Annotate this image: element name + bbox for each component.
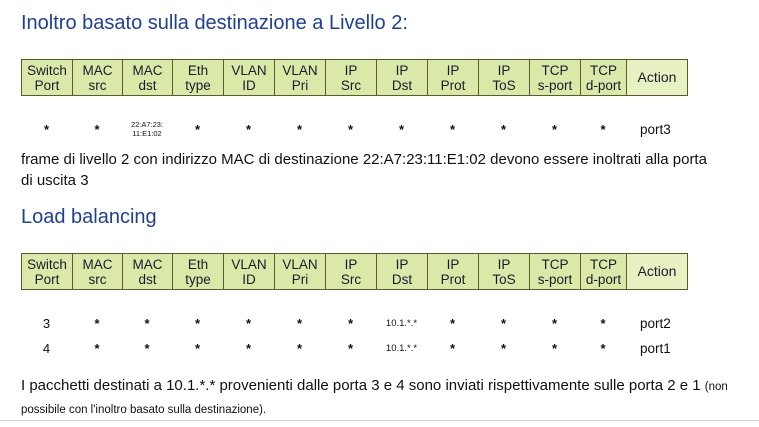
header-line2: type [185, 271, 211, 287]
cell-vlan-id: * [245, 121, 252, 137]
header-line1: IP [446, 62, 460, 78]
header-line1: MAC [132, 256, 163, 272]
table1-header-tcp-d-port [581, 60, 627, 95]
cell-mac-dst: * [144, 340, 150, 356]
header-line1: IP [395, 62, 409, 78]
table1-header-mac-src [73, 60, 123, 95]
table2-header-ip-tos [479, 254, 530, 289]
header-line2: Port [34, 271, 60, 287]
header-line1: MAC [132, 62, 163, 78]
header-line2: src [88, 271, 107, 287]
table-row [21, 315, 700, 331]
header-line1: IP [446, 256, 460, 272]
header-line2: d-port [585, 77, 622, 93]
header-line2: ToS [492, 77, 516, 93]
header-line1: Eth [187, 62, 209, 78]
cell-vlan-pri: * [296, 315, 303, 331]
table-row [21, 340, 700, 356]
header-line2: dst [138, 271, 157, 287]
table2-header-tcp-s-port [530, 254, 581, 289]
cell-ip-dst: * [398, 121, 405, 137]
header-line2: d-port [585, 271, 622, 287]
table1-header-vlan-id [224, 60, 275, 95]
header-line1: IP [395, 256, 409, 272]
cell-switch-port: 3 [42, 315, 51, 331]
cell-vlan-id: * [245, 340, 252, 356]
cell-ip-src: * [347, 340, 354, 356]
table1-header-ip-src [326, 60, 377, 95]
header-line1: IP [497, 256, 511, 272]
section1-description: frame di livello 2 con indirizzo MAC di destinazione 22:A7:23:11:E1:02 devono essere inoltrati alla porta di uscita 3 [21, 151, 707, 189]
cell-tcp-dport: * [600, 121, 606, 137]
table2-header-ip-src [326, 254, 377, 289]
header-line1: Action [637, 263, 677, 279]
header-line1: IP [344, 256, 358, 272]
header-line1: TCP [590, 256, 617, 272]
cell-action: port3 [640, 121, 671, 137]
cell-ip-prot: * [449, 315, 456, 331]
cell-mac-src: * [94, 121, 100, 137]
header-line1: VLAN [231, 62, 267, 78]
cell-tcp-dport: * [600, 315, 606, 331]
cell-eth-type: * [194, 121, 201, 137]
table2-header-vlan-id [224, 254, 275, 289]
table1-header-eth-type [173, 60, 224, 95]
cell-ip-dst: 10.1.*.* [385, 317, 418, 329]
table-row [21, 121, 700, 137]
table2-header-action [627, 254, 687, 289]
table1-header-ip-dst [377, 60, 428, 95]
cell-action: port1 [640, 340, 671, 356]
header-line2: s-port [537, 77, 573, 93]
mac-dst-part1: 22:A7:23: [130, 120, 164, 129]
header-line1: IP [497, 62, 511, 78]
header-line1: Switch [27, 62, 67, 78]
header-line2: Port [34, 77, 60, 93]
header-line2: type [185, 77, 211, 93]
cell-ip-dst: 10.1.*.* [385, 342, 418, 354]
header-line1: MAC [82, 62, 113, 78]
cell-ip-tos: * [500, 340, 507, 356]
header-line2: Dst [391, 77, 413, 93]
cell-vlan-pri: * [296, 340, 303, 356]
header-line1: TCP [590, 62, 617, 78]
flow-table-header-2 [21, 253, 688, 290]
section1-title: Inoltro basato sulla destinazione a Livello 2: [21, 12, 408, 34]
cell-eth-type: * [194, 340, 201, 356]
cell-tcp-dport: * [600, 340, 606, 356]
cell-switch-port: 4 [42, 340, 51, 356]
table2-header-tcp-d-port [581, 254, 627, 289]
cell-mac-src: * [94, 315, 100, 331]
header-line2: ID [242, 77, 256, 93]
cell-ip-src: * [347, 121, 354, 137]
cell-ip-tos: * [500, 121, 507, 137]
header-line1: Eth [187, 256, 209, 272]
table1-header-ip-tos [479, 60, 530, 95]
header-line2: dst [138, 77, 157, 93]
section2-description-note: (non possibile con l'inoltro basato sulla destinazione). [21, 381, 728, 416]
table2-header-mac-dst [123, 254, 173, 289]
header-line2: Pri [291, 77, 309, 93]
cell-mac-src: * [94, 340, 100, 356]
cell-switch-port: * [43, 121, 50, 137]
cell-ip-src: * [347, 315, 354, 331]
cell-tcp-sport: * [551, 121, 558, 137]
cell-eth-type: * [194, 315, 201, 331]
header-line1: TCP [541, 256, 569, 272]
section2-description [21, 375, 741, 421]
cell-tcp-sport: * [551, 315, 558, 331]
header-line1: VLAN [282, 256, 318, 272]
table1-header-ip-prot [428, 60, 479, 95]
header-line1: MAC [82, 256, 113, 272]
cell-action: port2 [640, 315, 671, 331]
cell-mac-dst: * [144, 315, 150, 331]
header-line2: Prot [440, 271, 466, 287]
header-line2: Src [340, 271, 362, 287]
header-line2: ID [242, 271, 256, 287]
cell-tcp-sport: * [551, 340, 558, 356]
header-line1: Switch [27, 256, 67, 272]
table1-header-vlan-pri [275, 60, 326, 95]
table2-header-ip-prot [428, 254, 479, 289]
header-line2: Prot [440, 77, 466, 93]
table2-header-ip-dst [377, 254, 428, 289]
header-line2: Dst [391, 271, 413, 287]
flow-table-header-1 [21, 59, 688, 96]
cell-vlan-id: * [245, 315, 252, 331]
table1-header-mac-dst [123, 60, 173, 95]
header-line1: VLAN [282, 62, 318, 78]
header-line1: IP [344, 62, 358, 78]
divider [0, 420, 759, 421]
header-line2: src [88, 77, 107, 93]
table1-header-switch-port [22, 60, 73, 95]
header-line2: Pri [291, 271, 309, 287]
cell-ip-prot: * [449, 121, 456, 137]
header-line2: ToS [492, 271, 516, 287]
header-line1: TCP [541, 62, 569, 78]
table2-header-switch-port [22, 254, 73, 289]
table2-header-mac-src [73, 254, 123, 289]
header-line2: Src [340, 77, 362, 93]
header-line1: VLAN [231, 256, 267, 272]
header-line2: s-port [537, 271, 573, 287]
table2-header-vlan-pri [275, 254, 326, 289]
cell-mac-dst [122, 121, 172, 137]
header-line1: Action [637, 69, 677, 85]
section2-title: Load balancing [21, 206, 157, 228]
table1-header-tcp-s-port [530, 60, 581, 95]
table1-header-action [627, 60, 687, 95]
cell-vlan-pri: * [296, 121, 303, 137]
section2-description-main: I pacchetti destinati a 10.1.*.* provenienti dalle porta 3 e 4 sono inviati rispettivamente sulle porta 2 e 1 [21, 377, 705, 394]
cell-ip-prot: * [449, 340, 456, 356]
table2-header-eth-type [173, 254, 224, 289]
mac-dst-part2: 11:E1:02 [132, 129, 162, 138]
cell-ip-tos: * [500, 315, 507, 331]
